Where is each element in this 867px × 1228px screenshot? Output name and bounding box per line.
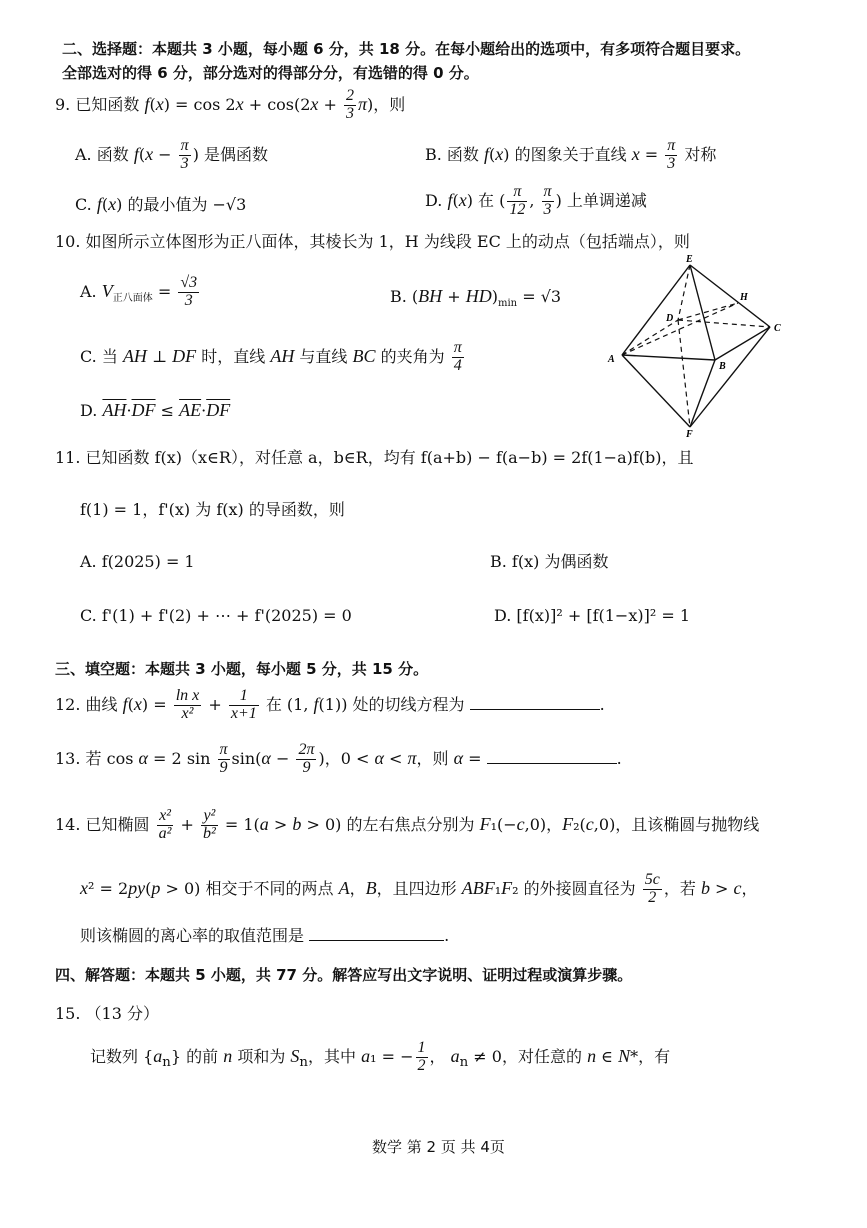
question-9-option-a[interactable]: A. 函数 f(x − $\frac{\pi}{3}$ ) 是偶函数 [75,137,269,172]
question-9-option-c[interactable]: C. f(x) 的最小值为 −√3 [75,194,247,214]
question-10-option-b[interactable]: B. $(BH + HD)_{min} = √3$ [390,286,562,310]
answer-blank-12[interactable] [470,695,600,710]
page-footer: 数学 第 2 页 共 4页 [372,1138,505,1156]
question-14-line-1: 14. 已知椭圆 $\frac{\text{x²}}{\text{a²}}$ + $\frac{\text{y²}}{\text{b²}}$ = 1(a > b > 0) 的左右焦点分别为 F₁(−c,0)，F₂(c,0)，且该椭圆与抛物线 [55,807,760,842]
question-9-stem: 9. 已知函数 f(x) = cos 2x + cos(2x + $\frac{2}{3}$ π)，则 [55,87,406,122]
question-10-option-a[interactable]: A. $V_{正八面体}$ = $\frac{√3}{3}$ [80,274,198,309]
question-15-head: 15. （13 分） [55,1004,159,1023]
question-11-option-c[interactable]: C. f'(1) + f'(2) + ⋯ + f'(2025) = 0 [80,606,352,625]
question-13: 13. 若 cos α = 2 sin $\frac{\pi}{9}$ sin(α − $\frac{2\pi}{9}$ )，0 < α < π，则 α = . [55,741,622,776]
question-10-option-d[interactable]: D. $\overline{AH}\cdot\overline{DF} \le \overline{AE}\cdot\overline{DF}$ [80,400,231,420]
octahedron-figure [600,255,790,440]
section-2-rules: 全部选对的得 6 分，部分选对的得部分分，有选错的得 0 分。 [62,64,479,82]
vertex-label-c: C [774,323,781,334]
question-11-option-a[interactable]: A. f(2025) = 1 [80,552,195,571]
vertex-label-e: E [686,255,693,265]
section-4-heading: 四、解答题：本题共 5 小题，共 77 分。解答应写出文字说明、证明过程或演算步骤。 [55,966,633,984]
section-3-heading: 三、填空题：本题共 3 小题，每小题 5 分，共 15 分。 [55,660,429,678]
question-11-stem-2: f(1) = 1，f'(x) 为 f(x) 的导函数，则 [80,500,345,519]
question-11-option-b[interactable]: B. f(x) 为偶函数 [490,552,609,571]
question-11-option-d[interactable]: D. [f(x)]² + [f(1−x)]² = 1 [494,606,691,625]
vertex-label-f: F [686,429,693,440]
vertex-label-h: H [740,292,748,303]
vertex-label-b: B [719,361,726,372]
section-2-heading: 二、选择题：本题共 3 小题，每小题 6 分，共 18 分。在每小题给出的选项中，有多项符合题目要求。 [62,40,751,58]
question-9-option-b[interactable]: B. 函数 f(x) 的图象关于直线 x = $\frac{\pi}{3}$ 对称 [425,137,717,172]
question-10-option-c[interactable]: C. 当 AH ⊥ DF 时，直线 AH 与直线 BC 的夹角为 $\frac{\pi}{4}$ [80,339,462,374]
question-9-option-d[interactable]: D. f(x) 在 ( $\frac{\pi}{12}$ , $\frac{\pi}{3}$ ) 上单调递减 [425,183,647,218]
vertex-label-d: D [666,313,674,324]
question-14-line-3: 则该椭圆的离心率的取值范围是 . [80,926,450,945]
answer-blank-13[interactable] [487,749,617,764]
answer-blank-14[interactable] [309,926,444,941]
question-11-stem-1: 11. 已知函数 f(x)（x∈R），对任意 a，b∈R，均有 f(a+b) − f(a−b) = 2f(1−a)f(b)，且 [55,448,694,467]
vertex-label-a: A [608,354,615,365]
question-14-line-2: x² = 2py(p > 0) 相交于不同的两点 A，B，且四边形 ABF₁F₂ 的外接圆直径为 $\frac{5c}{2}$ ，若 b > c， [80,871,758,906]
question-15-body: 记数列 $\{a_n\}$ 的前 n 项和为 $S_n$，其中 a₁ = − $\frac{1}{2}$ ， $a_n \ne 0$，对任意的 n ∈ N*，有 [90,1039,671,1074]
question-10-stem: 10. 如图所示立体图形为正八面体，其棱长为 1，H 为线段 EC 上的动点（包括端点），则 [55,232,690,251]
question-12: 12. 曲线 f(x) = $\frac{\text{ln x}}{\text{x²}}$ + $\frac{1}{x+1}$ 在 (1, f(1)) 处的切线方程为 . [55,687,605,722]
